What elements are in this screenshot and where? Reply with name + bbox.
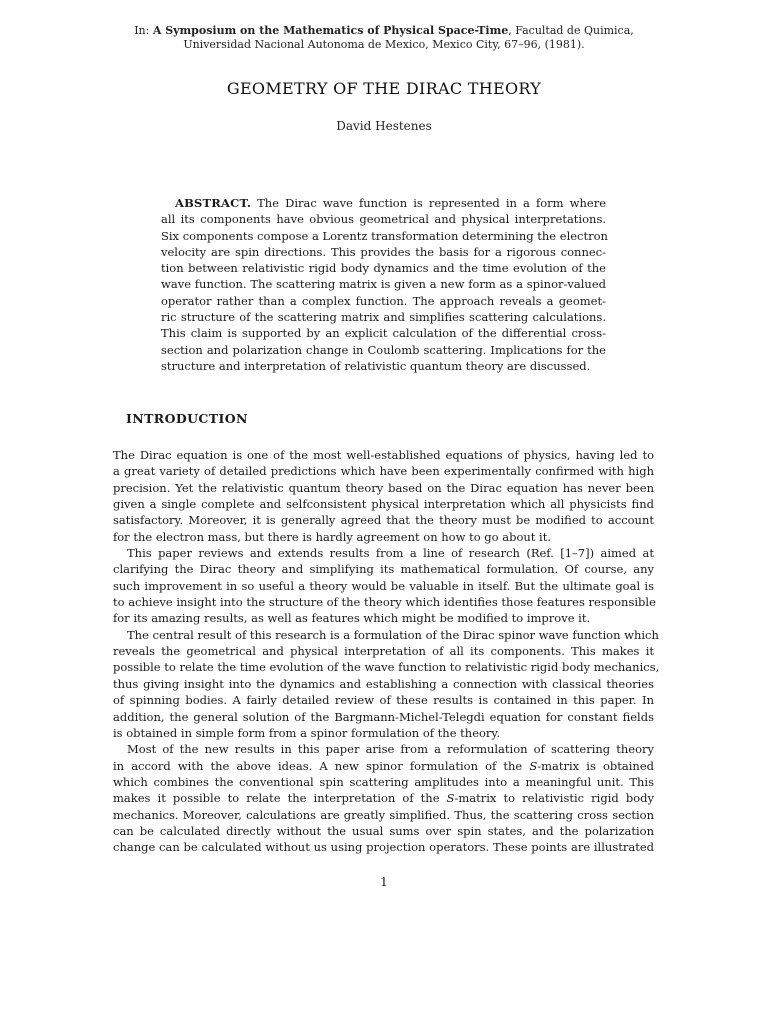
abstract-line: ric structure of the scattering matrix and simplifies scattering calculations. [161, 310, 606, 325]
abstract-line: wave function. The scattering matrix is given a new form as a spinor-valued [161, 277, 606, 292]
abstract-line: This claim is supported by an explicit calculation of the differential cross- [161, 326, 606, 341]
introduction-body [113, 447, 660, 856]
abstract-line: section and polarization change in Coulomb scattering. Implications for the [161, 342, 606, 357]
body-line: thus giving insight into the dynamics and establishing a connection with classical theories [113, 676, 654, 691]
body-line: given a single complete and selfconsistent physical interpretation which all physicists find [113, 497, 654, 512]
citation-prefix: In: [134, 24, 153, 37]
abstract-line: tion between relativistic rigid body dynamics and the time evolution of the [161, 261, 606, 276]
body-text-segment: -matrix to relativistic rigid body [454, 791, 654, 806]
body-line: for the electron mass, but there is hardly agreement on how to go about it. [113, 529, 552, 544]
abstract-line: Six components compose a Lorentz transformation determining the electron [161, 228, 608, 243]
page-number: 1 [380, 875, 388, 889]
body-line [113, 758, 654, 774]
body-line: such improvement in so useful a theory would be valuable in itself. But the ultimate goal is [113, 578, 654, 593]
body-line: The central result of this research is a formulation of the Dirac spinor wave function which [127, 627, 659, 642]
abstract-label: ABSTRACT. [175, 196, 252, 210]
paper-title: GEOMETRY OF THE DIRAC THEORY [226, 79, 542, 98]
body-line [113, 790, 654, 806]
citation-venue: , Facultad de Quimica, [508, 24, 634, 37]
body-line: This paper reviews and extends results from a line of research (Ref. [1–7]) aimed at [127, 546, 654, 561]
body-line: to achieve insight into the structure of the theory which identifies those features responsible [113, 595, 656, 610]
s-matrix-symbol: S [529, 758, 538, 773]
body-line: clarifying the Dirac theory and simplifying its mathematical formulation. Of course, any [113, 562, 654, 577]
body-line: can be calculated directly without the usual sums over spin states, and the polarization [113, 823, 654, 838]
s-matrix-symbol: S [446, 791, 455, 806]
body-line: Most of the new results in this paper arise from a reformulation of scattering theory [127, 742, 654, 757]
body-line: The Dirac equation is one of the most well-established equations of physics, having led to [113, 448, 654, 462]
body-text-segment: -matrix is obtained [537, 758, 654, 773]
body-line: mechanics. Moreover, calculations are greatly simplified. Thus, the scattering cross section [113, 807, 654, 822]
abstract-line: all its components have obvious geometrical and physical interpretations. [161, 212, 606, 227]
body-line: of spinning bodies. A fairly detailed review of these results is contained in this paper. In [113, 693, 654, 708]
section-heading: INTRODUCTION [126, 411, 248, 426]
abstract [161, 195, 606, 374]
abstract-line: velocity are spin directions. This provides the basis for a rigorous connec- [161, 244, 606, 259]
body-line: addition, the general solution of the Bargmann-Michel-Telegdi equation for constant fields [113, 709, 654, 724]
body-line: reveals the geometrical and physical interpretation of all its components. This makes it [113, 644, 654, 659]
body-text-segment: makes it possible to relate the interpretation of the [113, 791, 447, 806]
citation-line-2: Universidad Nacional Autonoma de Mexico, Mexico City, 67–96, (1981). [183, 38, 585, 51]
paper-author: David Hestenes [336, 119, 432, 133]
proceedings-title: A Symposium on the Mathematics of Physical Space-Time [152, 24, 509, 37]
abstract-line [161, 195, 606, 211]
body-line: which combines the conventional spin scattering amplitudes into a meaningful unit. This [113, 774, 654, 789]
body-line: change can be calculated without us using projection operators. These points are illustrated [113, 840, 654, 855]
body-line: possible to relate the time evolution of the wave function to relativistic rigid body mechanics, [113, 660, 660, 675]
body-text-segment: in accord with the above ideas. A new spinor formulation of the [113, 758, 530, 773]
body-line: for its amazing results, as well as features which might be modified to improve it. [113, 611, 591, 626]
body-line: precision. Yet the relativistic quantum theory based on the Dirac equation has never been [113, 480, 654, 495]
abstract-line: structure and interpretation of relativistic quantum theory are discussed. [161, 358, 591, 373]
abstract-text: The Dirac wave function is represented in a form where [251, 196, 606, 210]
citation-header [0, 24, 768, 52]
citation-line-1 [0, 24, 768, 38]
body-line: satisfactory. Moreover, it is generally agreed that the theory must be modified to account [113, 513, 654, 528]
body-line: a great variety of detailed predictions which have been experimentally confirmed with high [113, 464, 654, 479]
body-line: is obtained in simple form from a spinor formulation of the theory. [113, 725, 501, 740]
abstract-line: operator rather than a complex function. The approach reveals a geomet- [161, 293, 606, 308]
